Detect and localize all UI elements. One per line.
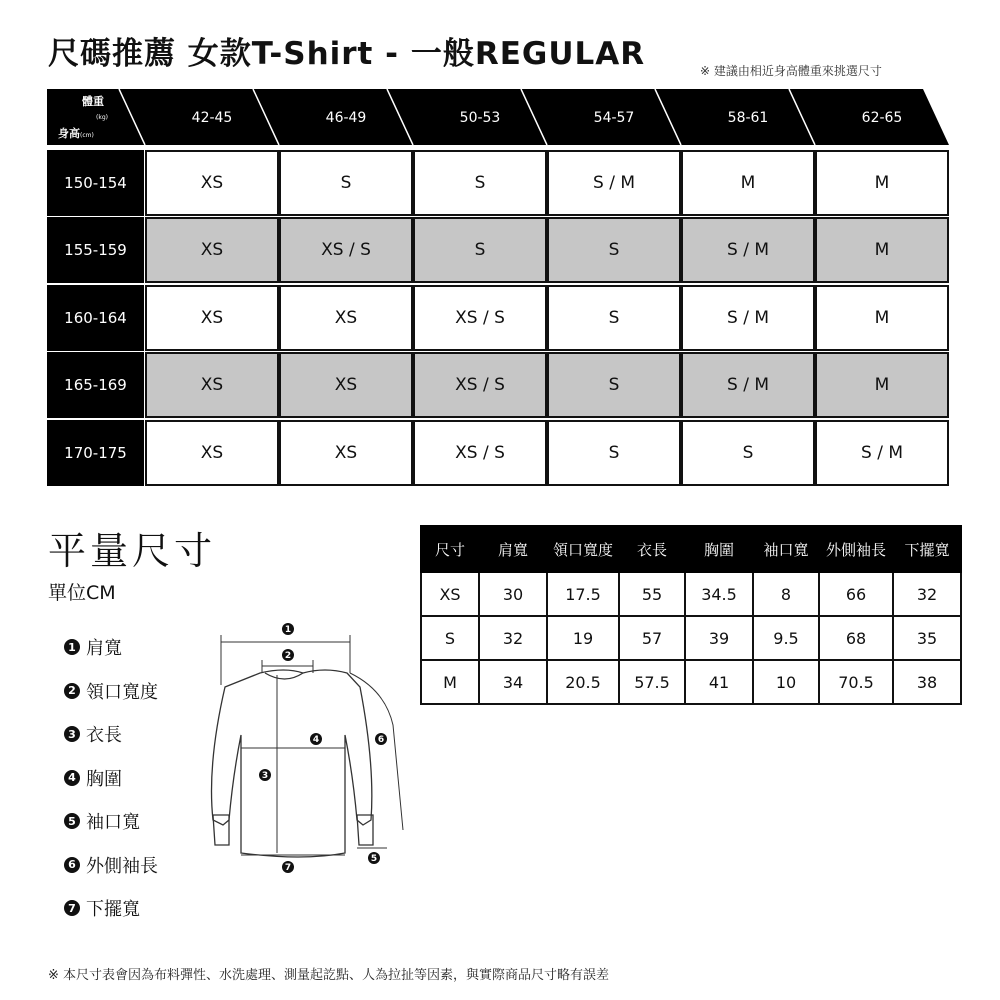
measurement-cell: 57.5 bbox=[619, 660, 685, 704]
size-cell: XS bbox=[145, 285, 279, 351]
measurement-cell: 17.5 bbox=[547, 572, 619, 616]
svg-text:2: 2 bbox=[284, 651, 292, 661]
size-cell: XS bbox=[279, 420, 413, 486]
legend-number-badge: 6 bbox=[64, 857, 80, 873]
measurement-header: 外側袖長 bbox=[819, 526, 893, 572]
weight-range-label: 62-65 bbox=[861, 110, 903, 126]
measurement-cell: 30 bbox=[479, 572, 547, 616]
legend-number-badge: 7 bbox=[64, 900, 80, 916]
legend-item bbox=[64, 852, 158, 878]
size-cell: M bbox=[815, 352, 949, 418]
weight-range-label: 50-53 bbox=[459, 110, 501, 126]
size-cell: S / M bbox=[547, 150, 681, 216]
size-cell: XS bbox=[279, 285, 413, 351]
legend-item bbox=[64, 678, 158, 704]
height-range-label: 150-154 bbox=[47, 150, 144, 216]
measurement-cell: 38 bbox=[893, 660, 961, 704]
shirt-diagram-illustration bbox=[185, 615, 415, 885]
weight-label: 體重 (kg) bbox=[82, 95, 108, 121]
table-row bbox=[421, 660, 961, 704]
measurement-cell: 57 bbox=[619, 616, 685, 660]
size-cell: XS bbox=[145, 150, 279, 216]
weight-range-label: 58-61 bbox=[727, 110, 769, 126]
size-cell: XS / S bbox=[413, 420, 547, 486]
size-cell: S bbox=[279, 150, 413, 216]
legend-item bbox=[64, 721, 122, 747]
table-row bbox=[421, 616, 961, 660]
height-range-label: 170-175 bbox=[47, 420, 144, 486]
size-cell: M bbox=[815, 217, 949, 283]
svg-text:7: 7 bbox=[284, 863, 292, 873]
measurement-cell: 41 bbox=[685, 660, 753, 704]
weight-range-label: 54-57 bbox=[593, 110, 635, 126]
size-cell: S / M bbox=[681, 352, 815, 418]
svg-text:5: 5 bbox=[370, 854, 378, 864]
measurement-table bbox=[420, 525, 962, 705]
measurement-cell: M bbox=[421, 660, 479, 704]
size-cell: S bbox=[547, 420, 681, 486]
unit-label: 單位CM bbox=[48, 582, 116, 604]
size-cell: XS bbox=[145, 217, 279, 283]
flat-size-title: 平量尺寸 bbox=[48, 529, 217, 573]
measurement-cell: 35 bbox=[893, 616, 961, 660]
footnote: ※ 本尺寸表會因為布料彈性、水洗處理、測量起訖點、人為拉扯等因素，與實際商品尺寸略有誤差 bbox=[48, 968, 610, 983]
height-label: 身高(cm) bbox=[58, 127, 94, 140]
size-cell: XS / S bbox=[413, 285, 547, 351]
measurement-header: 下擺寬 bbox=[893, 526, 961, 572]
legend-number-badge: 3 bbox=[64, 726, 80, 742]
svg-text:1: 1 bbox=[284, 625, 292, 635]
size-cell: XS bbox=[145, 420, 279, 486]
size-cell: S / M bbox=[681, 285, 815, 351]
legend-item bbox=[64, 808, 140, 834]
height-range-label: 165-169 bbox=[47, 352, 144, 418]
legend-item bbox=[64, 634, 122, 660]
size-cell: M bbox=[815, 150, 949, 216]
legend-label: 袖口寬 bbox=[86, 812, 140, 833]
title-note: ※ 建議由相近身高體重來挑選尺寸 bbox=[700, 64, 882, 78]
measurement-cell: S bbox=[421, 616, 479, 660]
page-title: 尺碼推薦 女款T-Shirt - 一般REGULAR bbox=[48, 36, 646, 72]
measurement-cell: 9.5 bbox=[753, 616, 819, 660]
height-range-label: 160-164 bbox=[47, 285, 144, 351]
legend-label: 胸圍 bbox=[86, 768, 122, 790]
measurement-cell: XS bbox=[421, 572, 479, 616]
legend-number-badge: 5 bbox=[64, 813, 80, 829]
measurement-cell: 55 bbox=[619, 572, 685, 616]
measurement-header: 領口寬度 bbox=[547, 526, 619, 572]
legend-label: 肩寬 bbox=[86, 638, 122, 659]
measurement-cell: 70.5 bbox=[819, 660, 893, 704]
size-cell: XS bbox=[279, 352, 413, 418]
legend-number-badge: 2 bbox=[64, 683, 80, 699]
size-cell: M bbox=[681, 150, 815, 216]
legend-item bbox=[64, 765, 122, 791]
legend-label: 下擺寬 bbox=[86, 899, 140, 920]
legend-item bbox=[64, 895, 140, 921]
measurement-header: 胸圍 bbox=[685, 526, 753, 572]
size-cell: XS / S bbox=[413, 352, 547, 418]
measurement-cell: 20.5 bbox=[547, 660, 619, 704]
measurement-cell: 8 bbox=[753, 572, 819, 616]
measurement-cell: 34.5 bbox=[685, 572, 753, 616]
legend-number-badge: 4 bbox=[64, 770, 80, 786]
legend-label: 衣長 bbox=[86, 725, 122, 746]
measurement-cell: 34 bbox=[479, 660, 547, 704]
measurement-cell: 32 bbox=[893, 572, 961, 616]
height-range-label: 155-159 bbox=[47, 217, 144, 283]
measurement-header: 肩寬 bbox=[479, 526, 547, 572]
measurement-cell: 39 bbox=[685, 616, 753, 660]
svg-text:6: 6 bbox=[377, 735, 385, 745]
size-cell: S bbox=[413, 217, 547, 283]
table-row bbox=[421, 572, 961, 616]
size-cell: S bbox=[547, 285, 681, 351]
weight-range-label: 46-49 bbox=[325, 110, 367, 126]
legend-number-badge: 1 bbox=[64, 639, 80, 655]
legend-label: 外側袖長 bbox=[86, 855, 158, 877]
measurement-cell: 10 bbox=[753, 660, 819, 704]
size-cell: S bbox=[413, 150, 547, 216]
svg-text:3: 3 bbox=[261, 771, 269, 781]
size-cell: S bbox=[547, 352, 681, 418]
measurement-header: 尺寸 bbox=[421, 526, 479, 572]
size-cell: XS bbox=[145, 352, 279, 418]
measurement-cell: 66 bbox=[819, 572, 893, 616]
size-cell: S / M bbox=[815, 420, 949, 486]
size-cell: S / M bbox=[681, 217, 815, 283]
measurement-header: 袖口寬 bbox=[753, 526, 819, 572]
svg-text:4: 4 bbox=[312, 735, 320, 745]
size-cell: XS / S bbox=[279, 217, 413, 283]
measurement-cell: 32 bbox=[479, 616, 547, 660]
measurement-cell: 19 bbox=[547, 616, 619, 660]
size-cell: S bbox=[547, 217, 681, 283]
size-cell: S bbox=[681, 420, 815, 486]
weight-range-label: 42-45 bbox=[191, 110, 233, 126]
legend-label: 領口寬度 bbox=[86, 681, 158, 703]
measurement-header: 衣長 bbox=[619, 526, 685, 572]
measurement-cell: 68 bbox=[819, 616, 893, 660]
size-cell: M bbox=[815, 285, 949, 351]
